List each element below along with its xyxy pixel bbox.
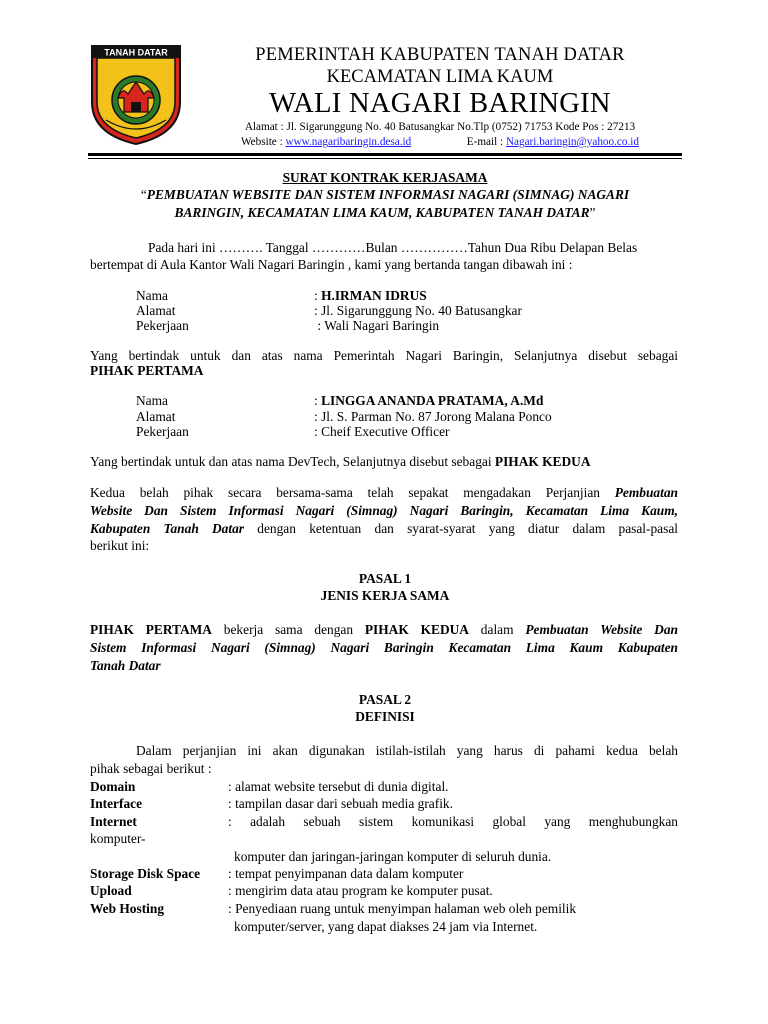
open-quote: “ (140, 187, 147, 202)
pasal1-title: JENIS KERJA SAMA (320, 588, 450, 603)
header-rule-thick (88, 153, 682, 156)
party1-address-value (314, 303, 522, 319)
gov-line-1: PEMERINTAH KABUPATEN TANAH DATAR (255, 45, 625, 65)
address-line: Alamat : Jl. Sigarunggung No. 40 Batusangkar No.Tlp (0752) 71753 Kode Pos : 27213 (244, 121, 636, 133)
def-internet-cont1: komputer- (90, 831, 146, 846)
def-webhosting-cont: komputer/server, yang dapat diakses 24 jam via Internet. (234, 919, 538, 934)
agreement-bi-1: Pembuatan (614, 485, 678, 500)
contract-subtitle-line2 (90, 205, 680, 221)
party1-job-label: Pekerjaan (136, 318, 189, 333)
agreement-line-2: Website Dan Sistem Informasi Nagari (Simnag) Nagari Baringin, Kecamatan Lima Kaum, (90, 503, 678, 518)
pasal1-line-1 (90, 622, 678, 638)
pasal2-intro-line1: Dalam perjanjian ini akan digunakan istilah-istilah yang harus di pahami kedua belah (136, 743, 678, 758)
agreement-bi-3: Kabupaten Tanah Datar (90, 521, 245, 536)
pasal2-number: PASAL 2 (358, 692, 412, 707)
website-link[interactable]: www.nagaribaringin.desa.id (285, 136, 412, 148)
sep: : (314, 393, 322, 408)
tanah-datar-emblem (88, 42, 184, 146)
def-upload: : mengirim data atau program ke komputer pusat. (228, 883, 493, 898)
party1-desc-line2: PIHAK PERTAMA (90, 363, 204, 378)
party2-address-label: Alamat (136, 409, 176, 424)
agreement-line-1 (90, 485, 678, 501)
def-webhosting: : Penyediaan ruang untuk menyimpan halaman web oleh pemilik (228, 901, 577, 916)
t1: bekerja sama dengan (211, 622, 365, 637)
def-internet: : adalah sebuah sistem komunikasi global yang menghubungkan (228, 814, 678, 829)
party2-name-label: Nama (136, 393, 168, 408)
def-storage: : tempat penyimpanan data dalam komputer (228, 866, 464, 881)
party2-desc-bold: PIHAK KEDUA (494, 454, 591, 469)
website-label: Website : (241, 136, 286, 148)
party1-name: H.IRMAN IDRUS (321, 288, 427, 303)
subtitle-text-2: BARINGIN, KECAMATAN LIMA KAUM, KABUPATEN TANAH DATAR (174, 205, 590, 220)
gov-line-2: KECAMATAN LIMA KAUM (326, 67, 554, 87)
intro-line-2: bertempat di Aula Kantor Wali Nagari Baringin , kami yang bertanda tangan dibawah ini : (90, 257, 573, 272)
party2-job-value (314, 424, 449, 440)
close-quote: ” (589, 205, 596, 220)
pihak-pertama: PIHAK PERTAMA (90, 622, 212, 637)
party2-job: Cheif Executive Officer (321, 424, 450, 439)
party1-address-label: Alamat (136, 303, 176, 318)
party1-job-value (314, 318, 439, 334)
logo-banner-text: TANAH DATAR (104, 47, 168, 58)
pasal1-line-3: Tanah Datar (90, 658, 161, 673)
def-interface: : tampilan dasar dari sebuah media grafik. (228, 796, 453, 811)
party2-address-value (314, 409, 552, 425)
term-interface: Interface (90, 796, 143, 811)
party2-name: LINGGA ANANDA PRATAMA, A.Md (321, 393, 544, 408)
party2-desc-text: Yang bertindak untuk dan atas nama DevTech, Selanjutnya disebut sebagai (90, 454, 495, 469)
email-link[interactable]: Nagari.baringin@yahoo.co.id (505, 136, 639, 148)
party2-name-value (314, 393, 543, 409)
contact-line (190, 136, 690, 148)
pasal2-intro-line2: pihak sebagai berikut : (90, 761, 212, 776)
party1-desc-line1: Yang bertindak untuk dan atas nama Pemerintah Nagari Baringin, Selanjutnya disebut sebagai (90, 348, 678, 363)
contract-heading: SURAT KONTRAK KERJASAMA (282, 170, 488, 185)
party2-address: Jl. S. Parman No. 87 Jorong Malana Ponco (321, 409, 552, 424)
pihak-kedua: PIHAK KEDUA (364, 622, 469, 637)
intro-line-1: Pada hari ini ………. Tanggal …………Bulan ……………Tahun Dua Ribu Delapan Belas (148, 240, 638, 255)
term-storage: Storage Disk Space (90, 866, 201, 881)
sep: : (314, 303, 322, 318)
email-label: E-mail : (466, 136, 506, 148)
subtitle-text-1: PEMBUATAN WEBSITE DAN SISTEM INFORMASI NAGARI (SIMNAG) NAGARI (146, 187, 630, 202)
def-internet-cont2: komputer dan jaringan-jaringan komputer di seluruh dunia. (234, 849, 552, 864)
agreement-line-3 (90, 521, 678, 537)
term-domain: Domain (90, 779, 136, 794)
party1-address: Jl. Sigarunggung No. 40 Batusangkar (321, 303, 522, 318)
party1-name-value (314, 288, 427, 304)
header-rule-thin (88, 158, 682, 159)
agreement-line-4: berikut ini: (90, 538, 150, 553)
sep: : (314, 424, 322, 439)
party2-job-label: Pekerjaan (136, 424, 189, 439)
term-upload: Upload (90, 883, 132, 898)
party1-name-label: Nama (136, 288, 168, 303)
t2: dalam (468, 622, 526, 637)
sep: : (314, 318, 325, 333)
gov-line-3: WALI NAGARI BARINGIN (269, 88, 611, 119)
agreement-text-1: Kedua belah pihak secara bersama-sama telah sepakat mengadakan Perjanjian (90, 485, 615, 500)
party2-desc (90, 454, 591, 470)
pasal2-title: DEFINISI (355, 709, 415, 724)
party1-job: Wali Nagari Baringin (324, 318, 440, 333)
contract-subtitle-line1 (90, 187, 680, 203)
pasal1-line-2: Sistem Informasi Nagari (Simnag) Nagari Baringin Kecamatan Lima Kaum Kabupaten (90, 640, 678, 655)
pasal1-number: PASAL 1 (358, 571, 412, 586)
agreement-text-3: dengan ketentuan dan syarat-syarat yang diatur dalam pasal-pasal (244, 521, 678, 536)
def-domain: : alamat website tersebut di dunia digital. (228, 779, 449, 794)
bi1: Pembuatan Website Dan (525, 622, 678, 637)
term-webhosting: Web Hosting (90, 901, 165, 916)
sep: : (314, 409, 322, 424)
sep: : (314, 288, 322, 303)
term-internet: Internet (90, 814, 137, 829)
